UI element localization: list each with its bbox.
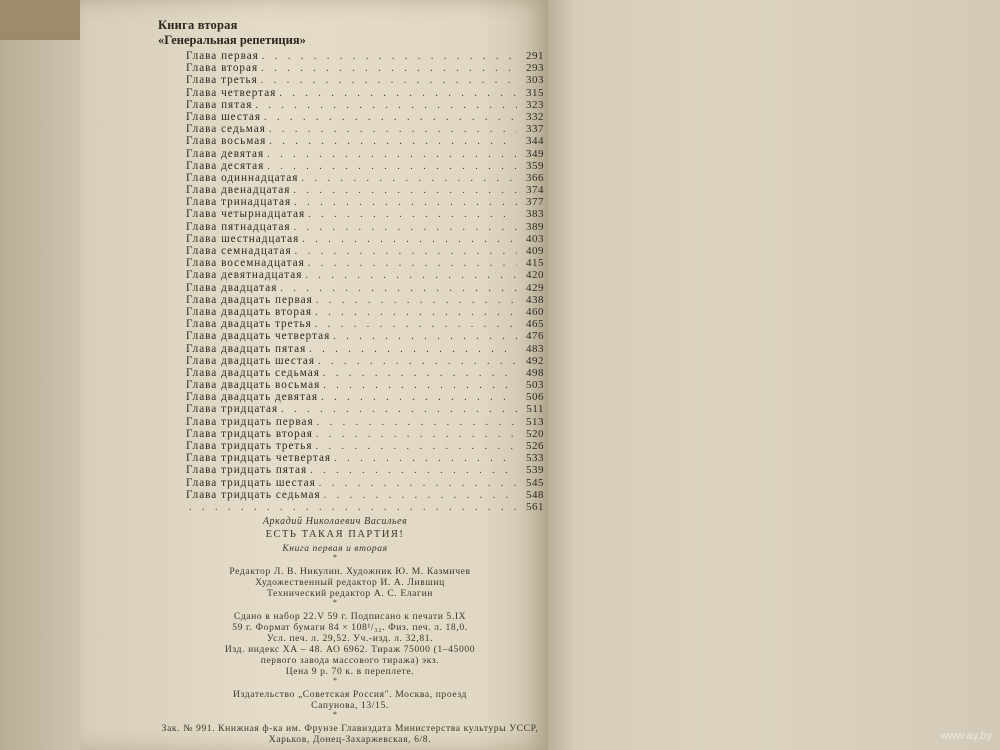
toc-page-number: 415 — [526, 257, 544, 270]
toc-row — [186, 135, 544, 147]
toc-chapter-label: Глава девятнадцатая — [186, 269, 303, 282]
toc-leader-dots — [308, 258, 517, 270]
toc-page-number: 476 — [526, 330, 544, 343]
toc-row — [186, 452, 544, 464]
colophon-star: * — [333, 710, 337, 719]
toc-chapter-label: Глава двадцать седьмая — [186, 366, 320, 379]
toc-leader-dots — [305, 270, 517, 282]
toc-chapter-label: Глава двадцать первая — [186, 293, 313, 306]
toc-leader-dots — [267, 161, 517, 173]
toc-leader-dots — [269, 124, 517, 136]
printer-line: Харьков, Донец-Захаржевская, 6/8. — [268, 734, 432, 745]
toc-chapter-label: Глава тридцать седьмая — [186, 488, 321, 501]
toc-leader-dots — [255, 100, 517, 112]
publisher-line: Издательство „Советская Россия". Москва, проезд — [232, 689, 468, 700]
toc-leader-dots — [301, 173, 517, 185]
toc-leader-dots — [315, 307, 517, 319]
toc-leader-dots — [324, 490, 517, 502]
toc-chapter-label: Глава двенадцатая — [186, 184, 291, 197]
toc-chapter-label: Глава двадцать пятая — [186, 342, 307, 355]
toc-row — [186, 343, 544, 355]
toc-chapter-label: Глава пятая — [186, 98, 253, 111]
toc-page-number: 377 — [526, 196, 544, 209]
toc-row — [186, 62, 544, 74]
toc-page-number: 520 — [526, 427, 544, 440]
toc-leader-dots — [333, 331, 517, 343]
toc-chapter-label: Глава десятая — [186, 159, 265, 172]
toc-chapter-label: Глава тринадцатая — [186, 196, 292, 209]
toc-page-number: 513 — [526, 415, 544, 428]
toc-row — [186, 269, 544, 281]
print-info-line: Усл. печ. л. 29,52. Уч.-изд. л. 32,81. — [266, 633, 434, 644]
toc-row — [186, 111, 544, 123]
toc-leader-dots — [318, 356, 517, 368]
toc-chapter-label: Глава четвертая — [186, 86, 277, 99]
toc-leader-dots — [319, 478, 517, 490]
colophon-credits — [140, 566, 560, 599]
toc-row — [186, 379, 544, 391]
toc-leader-dots — [281, 404, 517, 416]
toc-page-number: 438 — [526, 293, 544, 306]
print-info-line: Изд. индекс ХА – 48. АО 6962. Тираж 75000 (1–45000 — [224, 644, 476, 655]
toc-page-number: 492 — [526, 354, 544, 367]
toc-chapter-label: Глава тридцатая — [186, 403, 279, 416]
toc-leader-dots — [317, 417, 517, 429]
toc-row — [186, 294, 544, 306]
toc-page-number: 315 — [526, 86, 544, 99]
toc-leader-dots — [264, 112, 517, 124]
toc-leader-dots — [189, 502, 517, 514]
toc-page-number: 344 — [526, 135, 544, 148]
toc-leader-dots — [323, 368, 517, 380]
toc-page-number: 303 — [526, 74, 544, 87]
toc-leader-dots — [295, 246, 517, 258]
toc-chapter-label: Глава четырнадцатая — [186, 208, 306, 221]
toc-row — [186, 50, 544, 62]
toc-chapter-label: Глава пятнадцатая — [186, 220, 291, 233]
printer-line: Зак. № 991. Книжная ф-ка им. Фрунзе Главиздата Министерства культуры УССР, — [161, 723, 539, 734]
print-info-line: первого завода массового тиража) экз. — [260, 655, 440, 666]
toc-row — [186, 74, 544, 86]
toc-chapter-label: Глава тридцать третья — [186, 440, 313, 452]
underlying-page — [0, 40, 82, 750]
toc-page-number: 349 — [526, 147, 544, 160]
toc-chapter-label: Глава шестая — [186, 110, 262, 123]
toc-page-number: 460 — [526, 305, 544, 318]
toc-row — [186, 391, 544, 403]
toc-page-number: 389 — [526, 220, 544, 233]
toc-page-number: 337 — [526, 123, 544, 136]
toc-chapter-label: Глава тридцать шестая — [186, 476, 316, 489]
toc-leader-dots — [267, 149, 517, 161]
toc-leader-dots — [261, 63, 517, 75]
credit-line: Технический редактор А. С. Елагин — [266, 588, 434, 599]
toc-leader-dots — [279, 88, 517, 100]
toc-page-number: 503 — [526, 379, 544, 392]
toc-row — [186, 403, 544, 415]
toc-chapter-label: Глава девятая — [186, 147, 265, 160]
toc-page-number: 539 — [526, 464, 544, 477]
toc-chapter-label: Глава двадцать шестая — [186, 354, 315, 367]
toc-page-number: 506 — [526, 391, 544, 404]
toc-row — [186, 464, 544, 476]
print-info-line: Цена 9 р. 70 к. в переплете. — [285, 666, 415, 677]
toc-page-number: 526 — [526, 440, 544, 452]
toc-leader-dots — [310, 465, 517, 477]
toc-chapter-label: Глава двадцать вторая — [186, 305, 313, 318]
toc-chapter-label: Глава одиннадцатая — [186, 171, 299, 184]
toc-row — [186, 477, 544, 489]
toc-leader-dots — [316, 441, 517, 453]
toc-leader-dots — [302, 234, 517, 246]
toc-chapter-label: Глава тридцать пятая — [186, 464, 308, 477]
toc-chapter-label: Глава шестнадцатая — [186, 232, 300, 245]
toc-page-number: 403 — [526, 232, 544, 245]
credit-line: Художественный редактор И. А. Лившиц — [255, 577, 445, 588]
part-title: «Генеральная репетиция» — [158, 33, 306, 47]
toc-leader-dots — [315, 319, 517, 331]
toc-row — [186, 160, 544, 172]
toc-leader-dots — [308, 209, 517, 221]
colophon-star: * — [333, 676, 337, 685]
toc-page-number: 533 — [526, 452, 544, 465]
colophon-star: * — [333, 598, 337, 607]
colophon — [140, 516, 560, 745]
toc-row — [186, 355, 544, 367]
toc-page-number: 366 — [526, 171, 544, 184]
publisher-line: Сапунова, 13/15. — [311, 700, 389, 711]
colophon-printer — [140, 723, 560, 745]
toc-row — [186, 221, 544, 233]
toc-leader-dots — [316, 429, 517, 441]
toc-page-number: 291 — [526, 50, 544, 62]
toc-leader-dots — [280, 283, 517, 295]
toc-row — [186, 99, 544, 111]
toc-page-number: 420 — [526, 269, 544, 282]
book-heading: Книга вторая — [158, 18, 238, 32]
colophon-title: ЕСТЬ ТАКАЯ ПАРТИЯ! — [265, 529, 405, 540]
toc-page-number: 511 — [526, 403, 544, 416]
toc-row — [186, 330, 544, 342]
toc-leader-dots — [334, 453, 517, 465]
toc-leader-dots — [294, 222, 517, 234]
toc-row — [186, 87, 544, 99]
toc-page-number: 545 — [526, 476, 544, 489]
toc-chapter-label: Глава семнадцатая — [186, 245, 292, 257]
toc-chapter-label: Глава двадцать восьмая — [186, 379, 321, 392]
toc-leader-dots — [261, 75, 517, 87]
toc-row — [186, 148, 544, 160]
toc-page-number: 561 — [526, 500, 544, 513]
print-info-line: 59 г. Формат бумаги 84 × 108¹/₃₂. Физ. печ. л. 18,0. — [232, 622, 468, 633]
toc-page-number: 383 — [526, 208, 544, 221]
toc-page-number: 332 — [526, 110, 544, 123]
toc-chapter-label: Глава тридцать четвертая — [186, 452, 332, 465]
toc-row — [186, 123, 544, 135]
toc-page-number: 323 — [526, 98, 544, 111]
toc-leader-dots — [323, 380, 517, 392]
toc-chapter-label: Глава тридцать первая — [186, 415, 314, 428]
colophon-print-info — [140, 611, 560, 677]
toc-leader-dots — [321, 392, 517, 404]
toc-row — [186, 318, 544, 330]
toc-row — [186, 416, 544, 428]
toc-row — [186, 501, 544, 513]
colophon-author: Аркадий Николаевич Васильев — [262, 516, 408, 527]
toc-row — [186, 257, 544, 269]
toc-row — [186, 184, 544, 196]
toc-chapter-label: Глава первая — [186, 50, 259, 62]
toc-chapter-label: Глава тридцать вторая — [186, 427, 313, 440]
toc-chapter-label: Глава двадцать четвертая — [186, 330, 331, 343]
credit-line: Редактор Л. В. Никулин. Художник Ю. М. Казмичев — [229, 566, 471, 577]
toc-row — [186, 172, 544, 184]
colophon-star: * — [333, 553, 337, 562]
print-info-line: Сдано в набор 22.V 59 г. Подписано к печати 5.IX — [233, 611, 467, 622]
toc-page-number: 465 — [526, 318, 544, 331]
toc-chapter-label: Глава восьмая — [186, 135, 267, 148]
toc-page-number: 429 — [526, 281, 544, 294]
part-title-row — [158, 33, 518, 48]
toc-chapter-label: Глава двадцать третья — [186, 318, 312, 331]
toc-leader-dots — [294, 197, 517, 209]
toc-row — [186, 306, 544, 318]
toc-row — [186, 208, 544, 220]
toc-row — [186, 245, 544, 257]
toc-page-number: 374 — [526, 184, 544, 197]
colophon-publisher — [140, 689, 560, 711]
table-of-contents — [186, 50, 544, 513]
toc-chapter-label: Глава вторая — [186, 62, 259, 75]
toc-chapter-label: Глава двадцать девятая — [186, 391, 319, 404]
toc-row — [186, 440, 544, 452]
toc-page-number: 483 — [526, 342, 544, 355]
toc-row — [186, 196, 544, 208]
colophon-subtitle: Книга первая и вторая — [282, 544, 388, 554]
toc-leader-dots — [262, 51, 517, 63]
toc-leader-dots — [293, 185, 517, 197]
toc-chapter-label: Глава двадцатая — [186, 281, 278, 294]
toc-row — [186, 367, 544, 379]
toc-page-number: 409 — [526, 245, 544, 257]
toc-page-number: 548 — [526, 488, 544, 501]
toc-row — [186, 233, 544, 245]
toc-row — [186, 428, 544, 440]
toc-chapter-label: Глава седьмая — [186, 123, 266, 136]
watermark: www.ay.by — [940, 730, 992, 742]
right-page-blank — [548, 0, 1000, 750]
toc-leader-dots — [316, 295, 517, 307]
toc-chapter-label: Глава восемнадцатая — [186, 257, 305, 270]
toc-page-number: 498 — [526, 366, 544, 379]
toc-leader-dots — [309, 344, 517, 356]
toc-chapter-label: Глава третья — [186, 74, 258, 87]
toc-leader-dots — [269, 136, 517, 148]
toc-page-number: 359 — [526, 159, 544, 172]
toc-row — [186, 489, 544, 501]
toc-page-number: 293 — [526, 62, 544, 75]
toc-row — [186, 282, 544, 294]
